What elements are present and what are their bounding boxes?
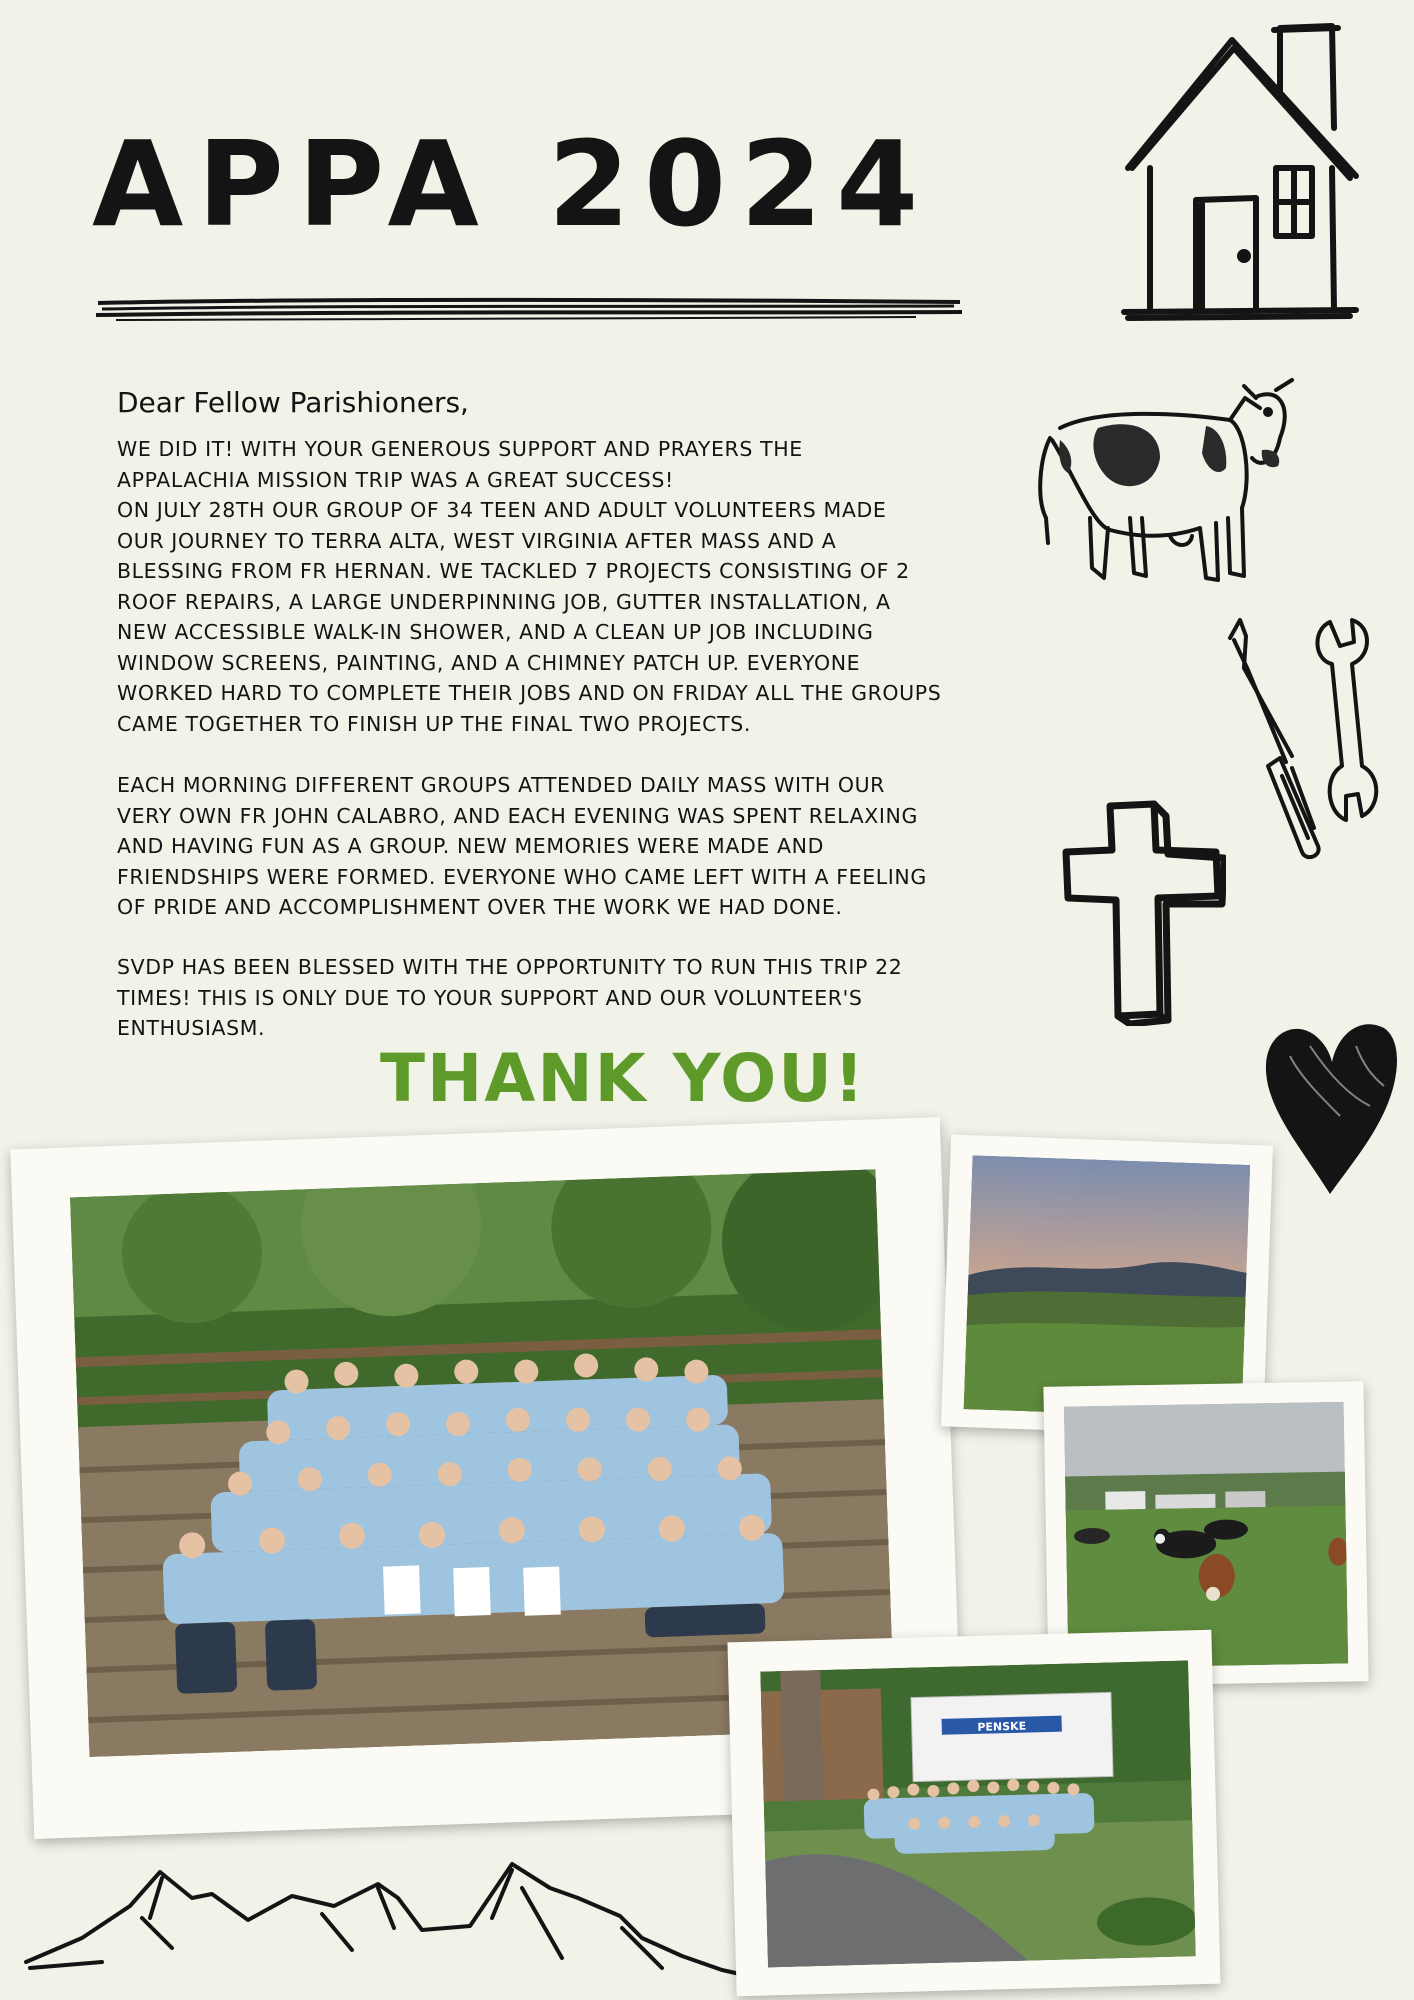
text-line: FRIENDSHIPS WERE FORMED. EVERYONE WHO CAME LEFT WITH A FEELING xyxy=(117,864,927,889)
house-icon xyxy=(1120,18,1360,328)
text-line: OUR JOURNEY TO TERRA ALTA, WEST VIRGINIA AFTER MASS AND A xyxy=(117,528,837,553)
text-line: EACH MORNING DIFFERENT GROUPS ATTENDED DAILY MASS WITH OUR xyxy=(117,773,886,797)
greeting: Dear Fellow Parishioners, xyxy=(117,386,469,419)
text-line: ENTHUSIASM. xyxy=(117,1016,266,1040)
text-line: SVDP HAS BEEN BLESSED WITH THE OPPORTUNITY TO RUN THIS TRIP 22 xyxy=(117,955,903,979)
text-line: APPALACHIA MISSION TRIP WAS A GREAT SUCCESS! xyxy=(117,467,674,492)
heart-icon xyxy=(1260,1016,1402,1200)
text-line: VERY OWN FR JOHN CALABRO, AND EACH EVENING WAS SPENT RELAXING xyxy=(117,803,918,828)
cows-photo-image xyxy=(1064,1402,1349,1669)
title-underline xyxy=(96,295,962,325)
text-line: ON JULY 28TH OUR GROUP OF 34 TEEN AND ADULT VOLUNTEERS MADE xyxy=(117,498,887,522)
text-line: TIMES! THIS IS ONLY DUE TO YOUR SUPPORT AND OUR VOLUNTEER'S xyxy=(117,985,863,1010)
mountains-icon xyxy=(22,1858,762,1988)
truck-photo xyxy=(760,1660,1196,1967)
tools-icon xyxy=(1222,616,1386,864)
thank-you-heading: THANK YOU! xyxy=(380,1040,866,1117)
truck-sign: PENSKE xyxy=(977,1719,1027,1734)
cows-photo xyxy=(1064,1402,1349,1669)
paragraph-3 xyxy=(117,952,1047,1044)
truck-photo-image xyxy=(760,1660,1196,1967)
text-line: BLESSING FROM FR HERNAN. WE TACKLED 7 PROJECTS CONSISTING OF 2 xyxy=(117,559,910,583)
truck-photo-frame xyxy=(727,1630,1220,1997)
cow-icon xyxy=(1030,368,1304,602)
landscape-photo xyxy=(964,1155,1251,1419)
landscape-photo-image xyxy=(964,1155,1251,1419)
text-line: OF PRIDE AND ACCOMPLISHMENT OVER THE WORK WE HAD DONE. xyxy=(117,895,843,919)
paragraph-1 xyxy=(117,434,1047,739)
page-title: APPA 2024 xyxy=(92,115,933,253)
text-line: ROOF REPAIRS, A LARGE UNDERPINNING JOB, GUTTER INSTALLATION, A xyxy=(117,589,891,614)
text-line: WINDOW SCREENS, PAINTING, AND A CHIMNEY PATCH UP. EVERYONE xyxy=(117,650,861,675)
paragraph-2 xyxy=(117,770,1047,923)
cross-icon xyxy=(1062,800,1226,1026)
text-line: CAME TOGETHER TO FINISH UP THE FINAL TWO PROJECTS. xyxy=(117,711,751,736)
text-line: WORKED HARD TO COMPLETE THEIR JOBS AND ON FRIDAY ALL THE GROUPS xyxy=(117,681,942,705)
text-line: AND HAVING FUN AS A GROUP. NEW MEMORIES WERE MADE AND xyxy=(117,834,824,858)
text-line: NEW ACCESSIBLE WALK-IN SHOWER, AND A CLEAN UP JOB INCLUDING xyxy=(117,620,874,644)
text-line: WE DID IT! WITH YOUR GENEROUS SUPPORT AND PRAYERS THE xyxy=(117,437,803,461)
